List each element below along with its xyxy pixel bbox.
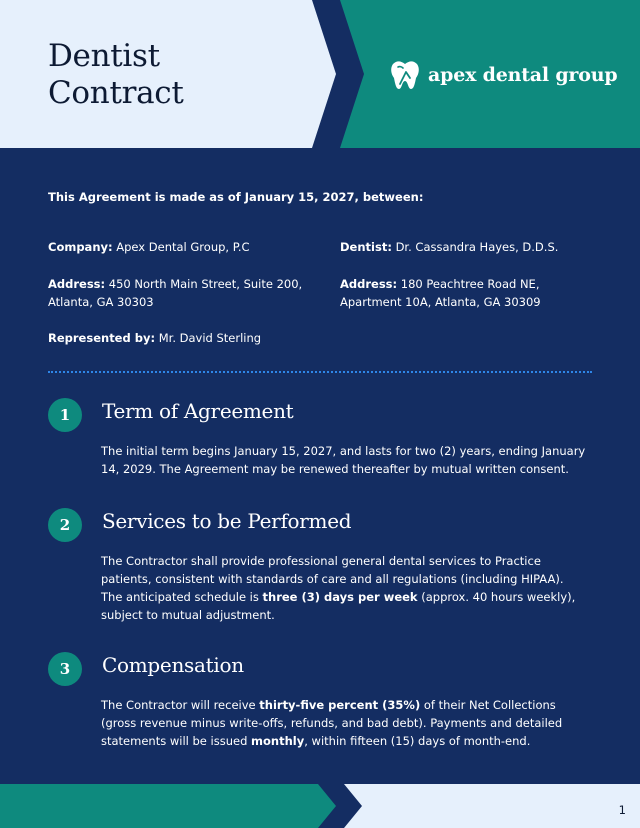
- services-text-c: (approx. 40 hours weekly), subject to mutual adjustment.: [101, 590, 576, 622]
- dotted-divider: [48, 371, 592, 373]
- comp-frequency: monthly: [251, 734, 305, 748]
- section-title: Term of Agreement: [102, 399, 294, 423]
- agreement-intro: This Agreement is made as of January 15, 2027, between:: [48, 190, 424, 204]
- company-address: [48, 275, 308, 311]
- section-number-badge: 1: [48, 398, 82, 432]
- company-address-label: Address:: [48, 277, 106, 291]
- footer-banner: [0, 782, 640, 828]
- section-title: Services to be Performed: [102, 509, 352, 533]
- section-number-badge: 2: [48, 508, 82, 542]
- company-label: Company:: [48, 240, 113, 254]
- brand: [388, 58, 617, 92]
- footer-background: [0, 782, 640, 828]
- brand-name: apex dental group: [428, 64, 618, 86]
- dentist-address-value: 180 Peachtree Road NE, Apartment 10A, Atlanta, GA 30309: [340, 277, 541, 309]
- dentist-address: [340, 275, 600, 311]
- services-schedule: three (3) days per week: [262, 590, 418, 604]
- section-number-badge: 3: [48, 652, 82, 686]
- page-title: [48, 38, 184, 112]
- dentist-line: [340, 238, 600, 256]
- dentist-label: Dentist:: [340, 240, 392, 254]
- represented-by: [48, 329, 348, 347]
- tooth-logo-icon: [388, 58, 422, 92]
- comp-text-e: , within fifteen (15) days of month-end.: [304, 734, 531, 748]
- section-body: [101, 696, 587, 750]
- company-value: Apex Dental Group, P.C: [116, 240, 250, 254]
- dentist-address-label: Address:: [340, 277, 398, 291]
- comp-text-c: of their Net Collections (gross revenue minus write-offs, refunds, and bad debt). Payments and detailed statements will be issued: [101, 698, 563, 748]
- section-body: The initial term begins January 15, 2027, and lasts for two (2) years, ending January 14, 2029. The Agreement may be renewed thereafter by mutual written consent.: [101, 444, 586, 476]
- title-line-2: Contract: [48, 75, 184, 111]
- dentist-value: Dr. Cassandra Hayes, D.D.S.: [395, 240, 559, 254]
- comp-percentage: thirty-five percent (35%): [259, 698, 421, 712]
- company-line: [48, 238, 308, 256]
- section-body: [101, 552, 587, 624]
- comp-text-a: The Contractor will receive: [101, 698, 260, 712]
- represented-by-label: Represented by:: [48, 331, 156, 345]
- services-text-a: The Contractor shall provide professional general dental services to Practice patients, consistent with standards of care and all regulations (including HIPAA). The anticipated schedule is: [101, 554, 564, 604]
- section-title: Compensation: [102, 653, 244, 677]
- page-number: 1: [618, 803, 626, 817]
- represented-by-value: Mr. David Sterling: [158, 331, 262, 345]
- title-line-1: Dentist: [48, 38, 160, 74]
- header-banner: [0, 0, 640, 148]
- company-address-value: 450 North Main Street, Suite 200, Atlanta, GA 30303: [48, 277, 303, 309]
